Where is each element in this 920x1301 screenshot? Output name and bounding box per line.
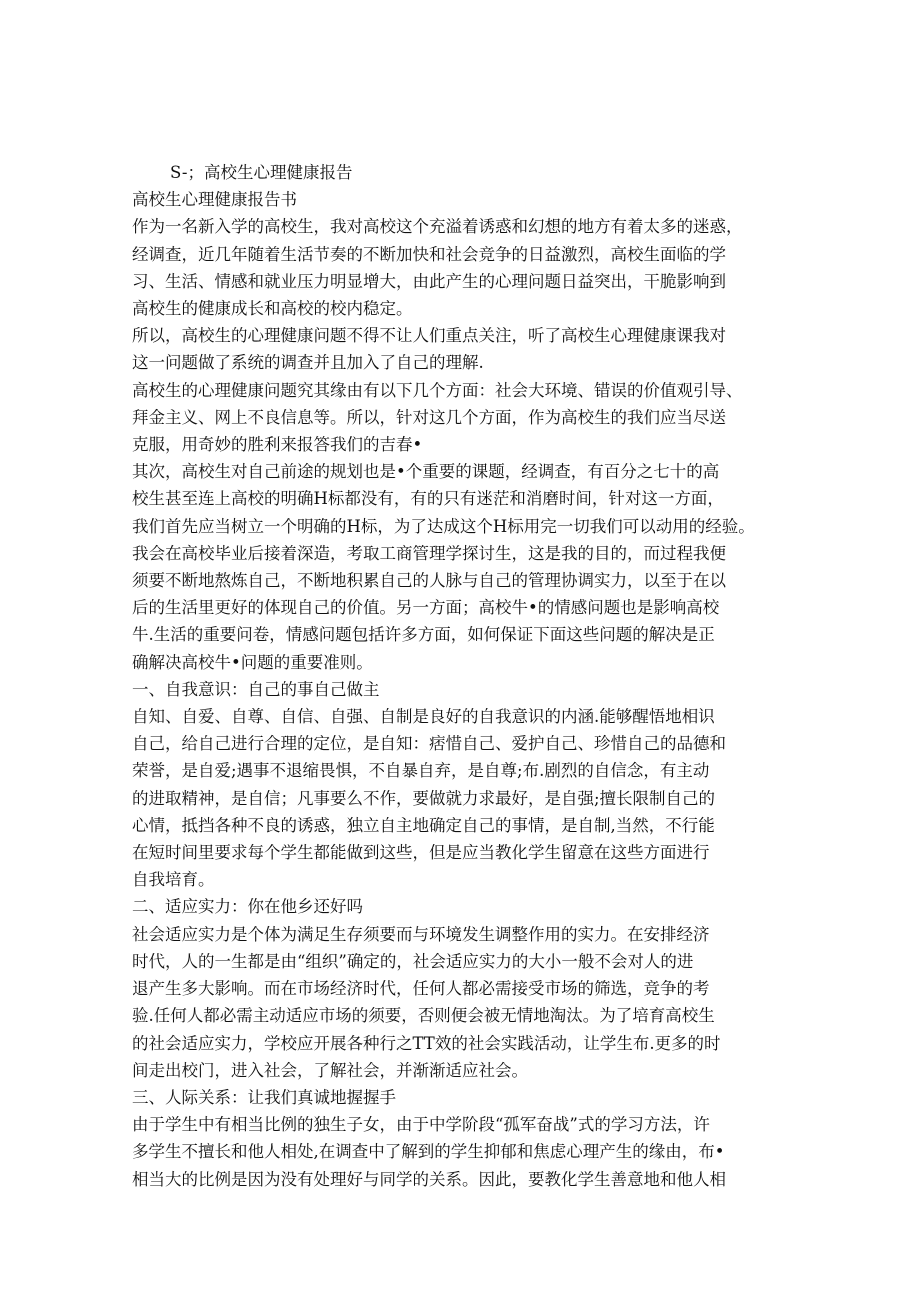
text-line: 一、自我意识：自己的事自己做主 bbox=[132, 679, 380, 699]
text-line: 其次，高校生对自己前途的规划也是•个重要的课题，经调查，有百分之七十的高 bbox=[132, 462, 720, 482]
text-line: 拜金主义、网上不良信息等。所以，针对这几个方面，作为高校生的我们应当尽送 bbox=[132, 407, 726, 427]
text-line: 后的生活里更好的体现自己的价值。另一方面；高校牛•的情感问题也是影响高校 bbox=[132, 598, 720, 618]
text-line: 自知、自爱、自尊、自信、自强、自制是良好的自我意识的内涵.能够醒悟地相识 bbox=[132, 707, 715, 727]
text-line: 时代，人的一生都是由“组织”确定的，社会适应实力的大小一般不会对人的进 bbox=[132, 951, 694, 971]
text-line: 间走出校门，进入社会，了解社会，并渐渐适应社会。 bbox=[132, 1060, 528, 1080]
text-line: 高校生的健康成长和高校的校内稳定。 bbox=[132, 299, 413, 319]
text-line: 自己，给自己进行合理的定位，是自知：痞惜自己、爱护自己、珍惜自己的品德和 bbox=[132, 734, 726, 754]
text-line: 克服，用奇妙的胜利来报答我们的吉春• bbox=[132, 435, 423, 455]
text-line: 多学生不擅长和他人相处,在调查中了解到的学生抑郁和焦虑心理产生的缘由，布• bbox=[132, 1142, 725, 1162]
document-body bbox=[132, 159, 796, 1193]
text-line: 荣誉，是自爱;遇事不退缩畏惧，不自暴自弃，是自尊;布.剧烈的自信念，有主动 bbox=[132, 761, 710, 781]
text-line: 作为一名新入学的高校生，我对高校这个充溢着诱惑和幻想的地方有着太多的迷惑， bbox=[132, 217, 743, 237]
text-line: 相当大的比例是因为没有处理好与同学的关系。因此，要教化学生善意地和他人相 bbox=[132, 1169, 726, 1189]
text-line: 所以，高校生的心理健康问题不得不让人们重点关注，听了高校生心理健康课我对 bbox=[132, 326, 726, 346]
text-line: 二、适应实力：你在他乡还好吗 bbox=[132, 897, 363, 917]
text-line: 牛.生活的重要问卷，情感问题包括许多方面，如何保证下面这些问题的解决是正 bbox=[132, 625, 715, 645]
text-line: 我们首先应当树立一个明确的H标，为了达成这个H标用完一切我们可以动用的经验。 bbox=[132, 516, 755, 536]
text-line: 的进取精神，是自信；凡事要么不作，要做就力求最好，是自强;擅长限制自己的 bbox=[132, 788, 716, 808]
text-line: 的社会适应实力，学校应开展各种行之TT效的社会实践活动，让学生布.更多的时 bbox=[132, 1033, 721, 1053]
text-line: 经调查，近几年随着生活节奏的不断加快和社会竞争的日益激烈，高校生面临的学 bbox=[132, 244, 726, 264]
document-title: S-；高校生心理健康报告 bbox=[170, 163, 353, 182]
text-line: 验.任何人都必需主动适应市场的须要，否则便会被无情地淘汰。为了培育高校生 bbox=[132, 1006, 715, 1026]
text-line: 确解决高校牛•问题的重要准则。 bbox=[132, 652, 373, 672]
text-line: 由于学生中有相当比例的独生子女，由于中学阶段“孤军奋战”式的学习方法，许 bbox=[132, 1115, 710, 1135]
text-line: 自我培育。 bbox=[132, 870, 215, 890]
document-text bbox=[132, 213, 796, 1192]
text-line: 我会在高校毕业后接着深造，考取工商管理学探讨生，这是我的目的，而过程我便 bbox=[132, 543, 726, 563]
text-line: 退产生多大影响。而在市场经济时代，任何人都必需接受市场的筛选，竞争的考 bbox=[132, 979, 710, 999]
text-line: 这一问题做了系统的调查并且加入了自己的理解. bbox=[132, 353, 484, 373]
document-subtitle: 高校生心理健康报告书 bbox=[132, 190, 297, 210]
text-line: 社会适应实力是个体为满足生存须要而与环境发生调整作用的实力。在安排经济 bbox=[132, 924, 710, 944]
text-line: 校生甚至连上高校的明确H标都没有，有的只有迷茫和消磨时间，针对这一方面， bbox=[132, 489, 724, 509]
text-line: 须要不断地熬炼自己，不断地积累自己的人脉与自己的管理协调实力，以至于在以 bbox=[132, 571, 726, 591]
text-line: 三、人际关系：让我们真诚地握握手 bbox=[132, 1087, 396, 1107]
text-line: 习、生活、情感和就业压力明显增大，由此产生的心理问题日益突出，干脆影响到 bbox=[132, 271, 726, 291]
text-line: 在短时间里要求每个学生都能做到这些，但是应当教化学生留意在这些方面进行 bbox=[132, 843, 710, 863]
text-line: 心情，抵挡各种不良的诱惑，独立自主地确定自己的事情，是自制,当然，不行能 bbox=[132, 815, 715, 835]
text-line: 高校生的心理健康问题究其缘由有以下几个方面：社会大环境、错误的价值观引导、 bbox=[132, 380, 743, 400]
